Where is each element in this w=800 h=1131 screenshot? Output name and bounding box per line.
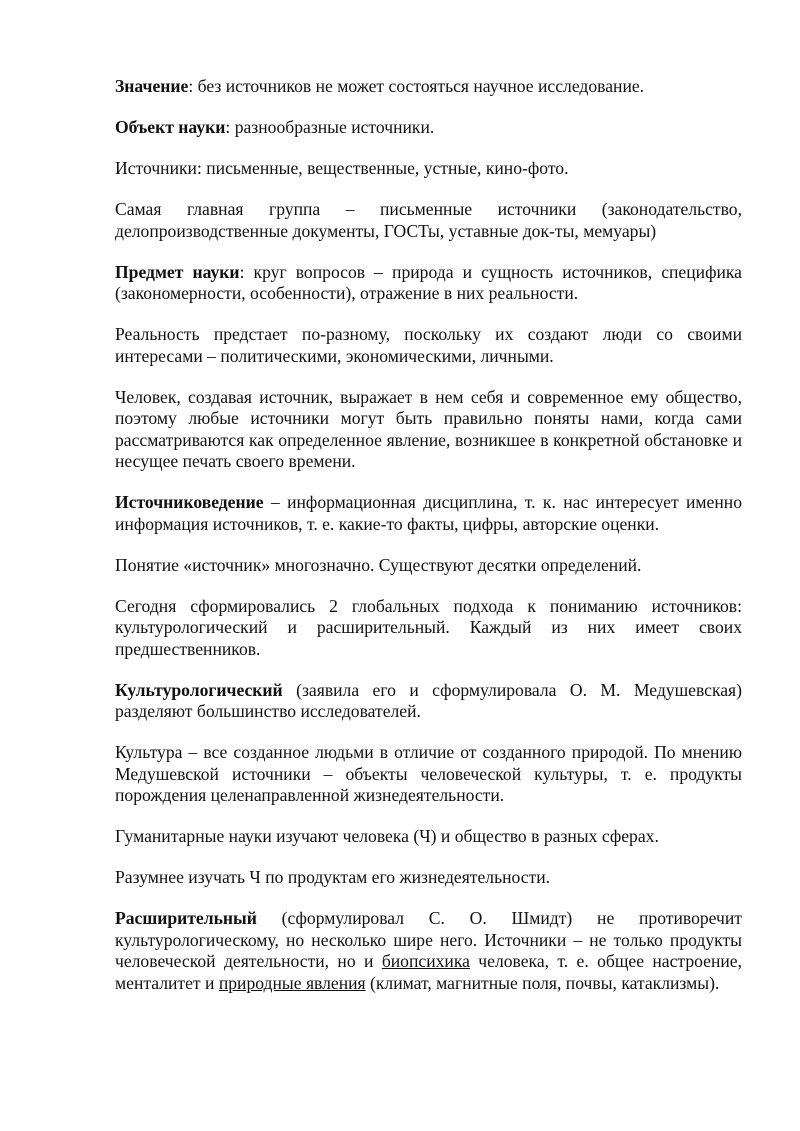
- paragraph-text: (сформулировал С. О. Шмидт) не противоречит культурологическому, но несколько шире него. Источники – не только продукты человеческой деятельности, но и: [115, 908, 742, 971]
- paragraph-main-group: Самая главная группа – письменные источники (законодательство, делопроизводственные документы, ГОСТы, уставные док-ты, мемуары): [115, 199, 742, 241]
- paragraph-study-human: Разумнее изучать Ч по продуктам его жизнедеятельности.: [115, 867, 551, 887]
- paragraph-text: : без источников не может состояться научное исследование.: [188, 76, 645, 96]
- paragraph-text: (заявила его и сформулировала О. М. Медушевская) разделяют большинство исследователей.: [115, 679, 742, 721]
- paragraph-text: – информационная дисциплина, т. к. нас интересует именно информация источников, т. е. какие-то факты, цифры, авторские оценки.: [115, 492, 742, 534]
- term-source-studies: Источниковедение: [115, 492, 264, 512]
- paragraph-culturological: [115, 680, 742, 723]
- paragraph-text: (климат, магнитные поля, почвы, катаклизмы).: [365, 972, 720, 993]
- document-page: [115, 76, 742, 1014]
- term-expansive: Расширительный: [115, 908, 257, 928]
- paragraph-humanities: Гуманитарные науки изучают человека (Ч) и общество в разных сферах.: [115, 826, 659, 846]
- paragraph-text: : разнообразные источники.: [225, 117, 435, 137]
- paragraph-expansive: [115, 908, 742, 994]
- paragraph-sources-types: Источники: письменные, вещественные, устные, кино-фото.: [115, 158, 569, 178]
- paragraph-approaches: Сегодня сформировались 2 глобальных подхода к пониманию источников: культурологический и расширительный. Каждый из них имеет своих предшественников.: [115, 595, 742, 659]
- term-object: Объект науки: [115, 117, 226, 137]
- paragraph-source-studies: [115, 492, 742, 535]
- paragraph-subject: [115, 262, 742, 305]
- term-culturological: Культурологический: [115, 679, 283, 700]
- paragraph-text: : круг вопросов – природа и сущность источников, специфика (закономерности, особенности), отражение в них реальности.: [115, 261, 742, 303]
- paragraph-reality: Реальность предстает по-разному, поскольку их создают люди со своими интересами – политическими, экономическими, личными.: [115, 324, 742, 366]
- paragraph-meaning: [115, 76, 742, 98]
- term-subject: Предмет науки: [115, 261, 240, 282]
- underlined-natural-phenomena: природные явления: [218, 972, 366, 993]
- paragraph-source-concept: Понятие «источник» многозначно. Существуют десятки определений.: [115, 554, 642, 575]
- paragraph-culture: Культура – все созданное людьми в отличие от созданного природой. По мнению Медушевской источники – объекты человеческой культуры, т. е. продукты порождения целенаправленной жизнедеятельности.: [115, 742, 742, 805]
- paragraph-object: [115, 117, 742, 139]
- underlined-biopsychics: биопсихика: [381, 951, 470, 971]
- term-meaning: Значение: [115, 76, 189, 96]
- paragraph-text: человека, т. е. общее настроение, менталитет и: [115, 951, 742, 993]
- paragraph-human: Человек, создавая источник, выражает в нем себя и современное ему общество, поэтому любые источники могут быть правильно поняты нами, когда сами рассматриваются как определенное явление, возникшее в конкретной обстановке и несущее печать своего времени.: [115, 386, 742, 471]
